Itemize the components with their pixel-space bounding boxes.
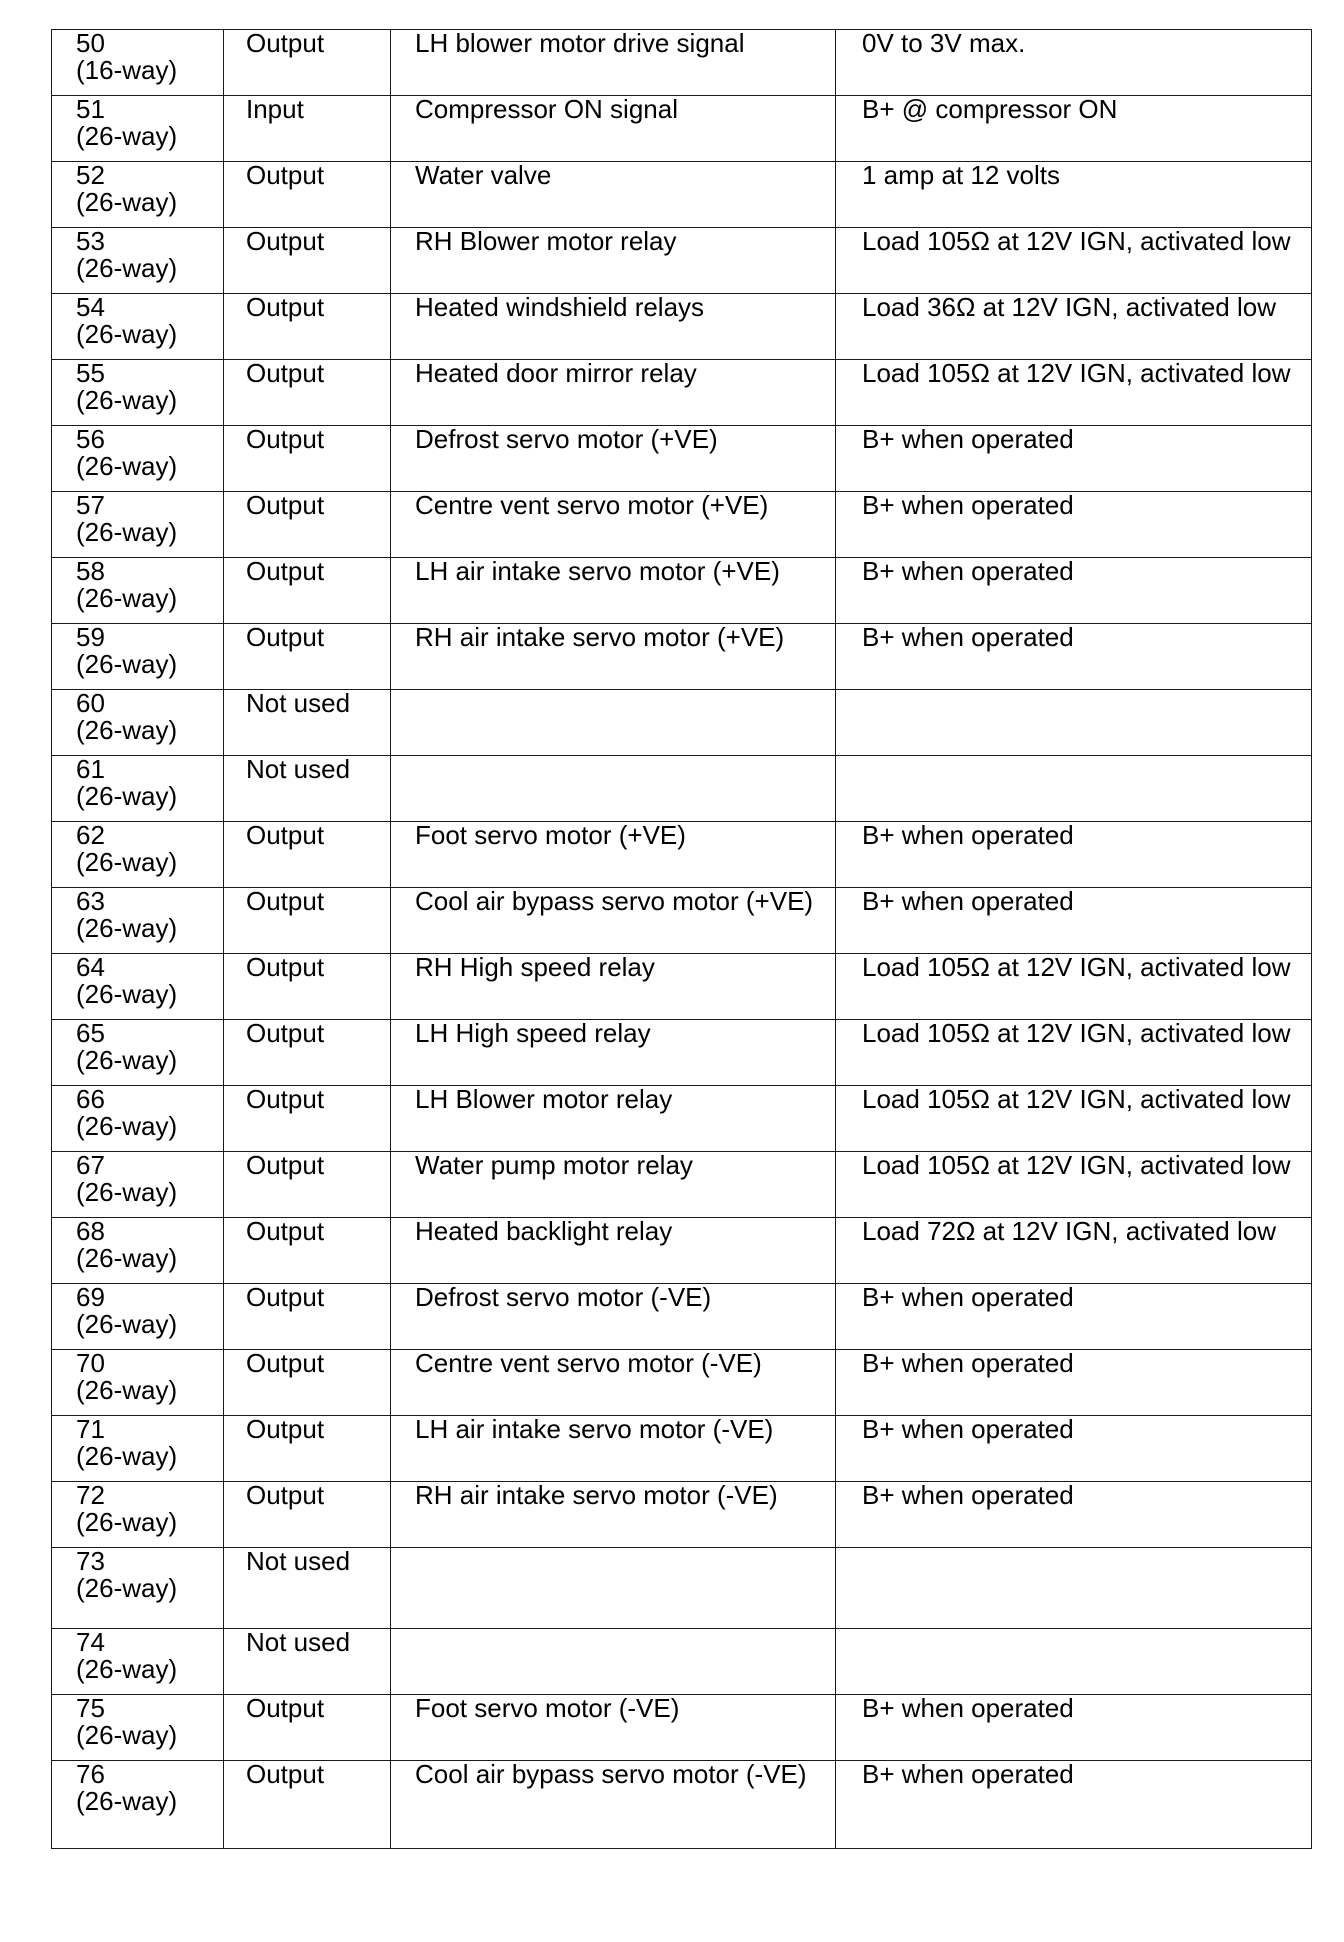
pin-cell xyxy=(52,1218,224,1284)
pin-number: 52 xyxy=(76,161,105,190)
signal-type-cell: Output xyxy=(224,162,391,228)
value-cell: B+ when operated xyxy=(836,624,1312,690)
connector-type: (26-way) xyxy=(76,781,178,811)
table-row xyxy=(52,96,1312,162)
table-row xyxy=(52,1152,1312,1218)
table-row xyxy=(52,1695,1312,1761)
pin-cell xyxy=(52,162,224,228)
description-cell: LH High speed relay xyxy=(391,1020,836,1086)
connector-type: (26-way) xyxy=(76,1375,178,1405)
signal-type-cell: Input xyxy=(224,96,391,162)
pin-number: 65 xyxy=(76,1019,105,1048)
signal-type-cell: Not used xyxy=(224,1548,391,1629)
pin-number: 76 xyxy=(76,1760,105,1789)
table-row xyxy=(52,360,1312,426)
signal-type-cell: Output xyxy=(224,294,391,360)
connector-type: (26-way) xyxy=(76,1507,178,1537)
signal-type-cell: Output xyxy=(224,1218,391,1284)
description-cell: Heated backlight relay xyxy=(391,1218,836,1284)
connector-type: (26-way) xyxy=(76,319,178,349)
pin-number: 54 xyxy=(76,293,105,322)
pin-cell xyxy=(52,1152,224,1218)
table-row xyxy=(52,228,1312,294)
value-cell: Load 105Ω at 12V IGN, activated low xyxy=(836,1086,1312,1152)
description-cell: Cool air bypass servo motor (-VE) xyxy=(391,1761,836,1849)
pin-number: 70 xyxy=(76,1349,105,1378)
connector-type: (26-way) xyxy=(76,847,178,877)
pin-table xyxy=(51,29,1312,1849)
signal-type-cell: Not used xyxy=(224,690,391,756)
connector-type: (26-way) xyxy=(76,1720,178,1750)
pin-number: 51 xyxy=(76,95,105,124)
pin-cell xyxy=(52,360,224,426)
signal-type-cell: Output xyxy=(224,228,391,294)
pin-cell xyxy=(52,1086,224,1152)
connector-type: (26-way) xyxy=(76,385,178,415)
pin-cell xyxy=(52,1020,224,1086)
value-cell: B+ when operated xyxy=(836,426,1312,492)
table-row xyxy=(52,624,1312,690)
description-cell: RH High speed relay xyxy=(391,954,836,1020)
pin-number: 64 xyxy=(76,953,105,982)
pin-number: 74 xyxy=(76,1628,105,1657)
connector-type: (26-way) xyxy=(76,979,178,1009)
pin-number: 56 xyxy=(76,425,105,454)
signal-type-cell: Output xyxy=(224,492,391,558)
description-cell: Heated windshield relays xyxy=(391,294,836,360)
table-row xyxy=(52,954,1312,1020)
value-cell xyxy=(836,1548,1312,1629)
connector-type: (26-way) xyxy=(76,517,178,547)
pin-cell xyxy=(52,888,224,954)
table-row xyxy=(52,294,1312,360)
table-row xyxy=(52,492,1312,558)
connector-type: (26-way) xyxy=(76,187,178,217)
description-cell: Foot servo motor (-VE) xyxy=(391,1695,836,1761)
pin-number: 72 xyxy=(76,1481,105,1510)
value-cell xyxy=(836,1629,1312,1695)
value-cell xyxy=(836,756,1312,822)
pin-cell xyxy=(52,30,224,96)
pin-number: 60 xyxy=(76,689,105,718)
table-row xyxy=(52,30,1312,96)
pin-number: 58 xyxy=(76,557,105,586)
connector-type: (26-way) xyxy=(76,1177,178,1207)
connector-type: (26-way) xyxy=(76,1786,178,1816)
pin-cell xyxy=(52,1761,224,1849)
signal-type-cell: Output xyxy=(224,1416,391,1482)
value-cell: Load 105Ω at 12V IGN, activated low xyxy=(836,1020,1312,1086)
pin-number: 57 xyxy=(76,491,105,520)
table-row xyxy=(52,558,1312,624)
description-cell: Defrost servo motor (+VE) xyxy=(391,426,836,492)
table-row xyxy=(52,690,1312,756)
description-cell: RH Blower motor relay xyxy=(391,228,836,294)
table-row xyxy=(52,1020,1312,1086)
connector-type: (26-way) xyxy=(76,715,178,745)
table-row xyxy=(52,756,1312,822)
connector-type: (26-way) xyxy=(76,1573,178,1603)
connector-type: (26-way) xyxy=(76,1654,178,1684)
value-cell: Load 72Ω at 12V IGN, activated low xyxy=(836,1218,1312,1284)
description-cell: Defrost servo motor (-VE) xyxy=(391,1284,836,1350)
pin-number: 68 xyxy=(76,1217,105,1246)
connector-type: (26-way) xyxy=(76,1111,178,1141)
value-cell xyxy=(836,690,1312,756)
connector-type: (26-way) xyxy=(76,253,178,283)
pin-number: 69 xyxy=(76,1283,105,1312)
table-row xyxy=(52,1548,1312,1629)
description-cell: Centre vent servo motor (+VE) xyxy=(391,492,836,558)
signal-type-cell: Output xyxy=(224,30,391,96)
connector-type: (26-way) xyxy=(76,451,178,481)
description-cell: RH air intake servo motor (+VE) xyxy=(391,624,836,690)
description-cell: LH Blower motor relay xyxy=(391,1086,836,1152)
value-cell: 1 amp at 12 volts xyxy=(836,162,1312,228)
value-cell: B+ when operated xyxy=(836,558,1312,624)
table-row xyxy=(52,1761,1312,1849)
connector-type: (26-way) xyxy=(76,1045,178,1075)
signal-type-cell: Output xyxy=(224,1695,391,1761)
pin-number: 62 xyxy=(76,821,105,850)
pin-cell xyxy=(52,1284,224,1350)
connector-type: (26-way) xyxy=(76,913,178,943)
signal-type-cell: Output xyxy=(224,822,391,888)
description-cell: Cool air bypass servo motor (+VE) xyxy=(391,888,836,954)
value-cell: B+ when operated xyxy=(836,1695,1312,1761)
pin-number: 63 xyxy=(76,887,105,916)
pin-cell xyxy=(52,954,224,1020)
description-cell xyxy=(391,1548,836,1629)
connector-type: (26-way) xyxy=(76,583,178,613)
description-cell: Water pump motor relay xyxy=(391,1152,836,1218)
table-row xyxy=(52,162,1312,228)
pin-cell xyxy=(52,1629,224,1695)
pin-number: 73 xyxy=(76,1547,105,1576)
pin-number: 75 xyxy=(76,1694,105,1723)
pin-cell xyxy=(52,558,224,624)
value-cell: B+ when operated xyxy=(836,1284,1312,1350)
table-row xyxy=(52,426,1312,492)
pin-number: 61 xyxy=(76,755,105,784)
value-cell: B+ when operated xyxy=(836,1482,1312,1548)
description-cell: LH air intake servo motor (+VE) xyxy=(391,558,836,624)
signal-type-cell: Output xyxy=(224,1482,391,1548)
connector-type: (26-way) xyxy=(76,1243,178,1273)
pin-number: 67 xyxy=(76,1151,105,1180)
description-cell: LH blower motor drive signal xyxy=(391,30,836,96)
value-cell: B+ when operated xyxy=(836,1761,1312,1849)
pin-cell xyxy=(52,624,224,690)
pin-cell xyxy=(52,1482,224,1548)
description-cell: Compressor ON signal xyxy=(391,96,836,162)
value-cell: Load 36Ω at 12V IGN, activated low xyxy=(836,294,1312,360)
value-cell: B+ when operated xyxy=(836,1350,1312,1416)
pin-number: 71 xyxy=(76,1415,105,1444)
description-cell xyxy=(391,756,836,822)
value-cell: B+ when operated xyxy=(836,1416,1312,1482)
description-cell: Centre vent servo motor (-VE) xyxy=(391,1350,836,1416)
table-row xyxy=(52,888,1312,954)
pin-number: 66 xyxy=(76,1085,105,1114)
signal-type-cell: Output xyxy=(224,360,391,426)
pin-cell xyxy=(52,294,224,360)
signal-type-cell: Output xyxy=(224,1350,391,1416)
description-cell: RH air intake servo motor (-VE) xyxy=(391,1482,836,1548)
table-row xyxy=(52,1629,1312,1695)
value-cell: Load 105Ω at 12V IGN, activated low xyxy=(836,360,1312,426)
pin-number: 50 xyxy=(76,29,105,58)
connector-type: (16-way) xyxy=(76,55,178,85)
signal-type-cell: Output xyxy=(224,558,391,624)
signal-type-cell: Output xyxy=(224,1086,391,1152)
description-cell xyxy=(391,690,836,756)
value-cell: 0V to 3V max. xyxy=(836,30,1312,96)
pin-cell xyxy=(52,492,224,558)
description-cell: Water valve xyxy=(391,162,836,228)
pin-number: 59 xyxy=(76,623,105,652)
signal-type-cell: Output xyxy=(224,888,391,954)
value-cell: B+ when operated xyxy=(836,888,1312,954)
signal-type-cell: Not used xyxy=(224,1629,391,1695)
signal-type-cell: Output xyxy=(224,954,391,1020)
pin-cell xyxy=(52,1548,224,1629)
pin-cell xyxy=(52,690,224,756)
pin-cell xyxy=(52,228,224,294)
pin-cell xyxy=(52,1416,224,1482)
pin-cell xyxy=(52,426,224,492)
pin-cell xyxy=(52,756,224,822)
connector-type: (26-way) xyxy=(76,649,178,679)
description-cell: Foot servo motor (+VE) xyxy=(391,822,836,888)
signal-type-cell: Output xyxy=(224,426,391,492)
description-cell: Heated door mirror relay xyxy=(391,360,836,426)
value-cell: B+ when operated xyxy=(836,492,1312,558)
pin-cell xyxy=(52,96,224,162)
value-cell: Load 105Ω at 12V IGN, activated low xyxy=(836,1152,1312,1218)
signal-type-cell: Output xyxy=(224,1284,391,1350)
description-cell xyxy=(391,1629,836,1695)
pin-cell xyxy=(52,1350,224,1416)
signal-type-cell: Output xyxy=(224,1020,391,1086)
value-cell: B+ when operated xyxy=(836,822,1312,888)
connector-type: (26-way) xyxy=(76,1441,178,1471)
signal-type-cell: Not used xyxy=(224,756,391,822)
table-row xyxy=(52,1284,1312,1350)
pin-number: 53 xyxy=(76,227,105,256)
description-cell: LH air intake servo motor (-VE) xyxy=(391,1416,836,1482)
value-cell: Load 105Ω at 12V IGN, activated low xyxy=(836,954,1312,1020)
value-cell: B+ @ compressor ON xyxy=(836,96,1312,162)
signal-type-cell: Output xyxy=(224,624,391,690)
pin-number: 55 xyxy=(76,359,105,388)
pin-table-body xyxy=(52,30,1312,1849)
pin-cell xyxy=(52,822,224,888)
table-row xyxy=(52,1218,1312,1284)
table-row xyxy=(52,1350,1312,1416)
pin-cell xyxy=(52,1695,224,1761)
signal-type-cell: Output xyxy=(224,1152,391,1218)
connector-type: (26-way) xyxy=(76,121,178,151)
value-cell: Load 105Ω at 12V IGN, activated low xyxy=(836,228,1312,294)
connector-type: (26-way) xyxy=(76,1309,178,1339)
signal-type-cell: Output xyxy=(224,1761,391,1849)
table-row xyxy=(52,1086,1312,1152)
table-row xyxy=(52,1482,1312,1548)
table-row xyxy=(52,822,1312,888)
table-row xyxy=(52,1416,1312,1482)
